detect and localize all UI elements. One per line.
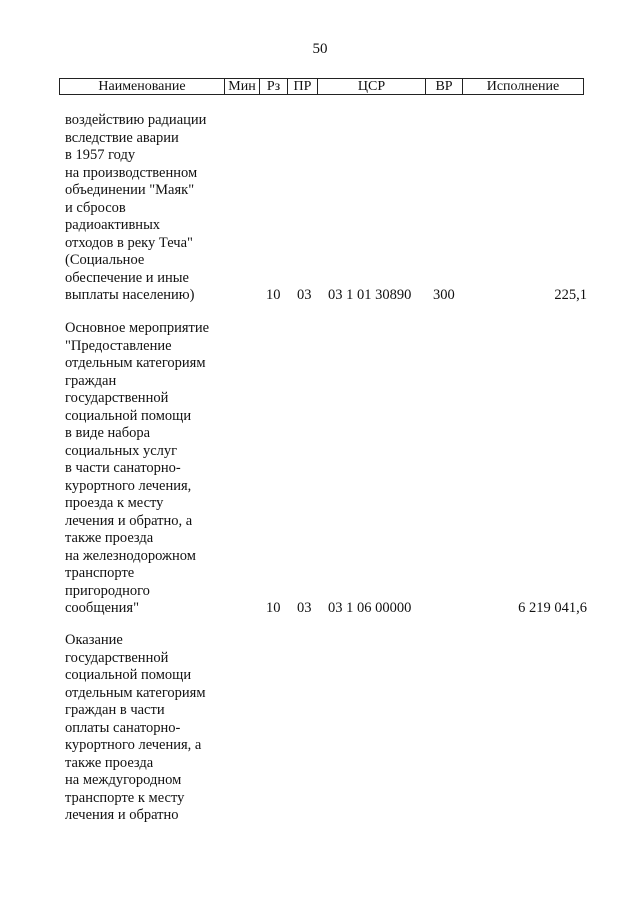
row-name-line: отдельным категориям bbox=[65, 355, 206, 371]
row-name-line: (Социальное bbox=[65, 252, 145, 268]
row-name-line: на производственном bbox=[65, 164, 198, 181]
row-name-line: курортного лечения, bbox=[65, 477, 192, 494]
row-name-line: транспорте к месту bbox=[65, 789, 185, 806]
row-name-line: объединении "Маяк" bbox=[65, 182, 195, 198]
row-name-line: пригородного bbox=[65, 582, 150, 599]
cell-vr: 300 bbox=[433, 287, 455, 303]
row-name-line: Оказание bbox=[65, 632, 123, 648]
row-name bbox=[65, 112, 235, 305]
row-name-line: в 1957 году bbox=[65, 147, 136, 163]
row-name-line: и сбросов bbox=[65, 199, 126, 216]
row-name-line: вследствие аварии bbox=[65, 129, 179, 146]
header-vr: ВР bbox=[425, 79, 462, 94]
row-name-line: оплаты санаторно- bbox=[65, 719, 181, 736]
row-name bbox=[65, 320, 235, 618]
row-values bbox=[65, 600, 585, 618]
cell-csr: 03 1 01 30890 bbox=[328, 287, 412, 303]
row-name-line: социальной помощи bbox=[65, 667, 192, 683]
row-name-line: сообщения" bbox=[65, 600, 140, 616]
page-number: 50 bbox=[312, 41, 328, 57]
row-name-line: на междугородном bbox=[65, 772, 182, 788]
cell-execution: 225,1 bbox=[554, 287, 587, 303]
cell-rz: 10 bbox=[266, 287, 281, 303]
row-name bbox=[65, 632, 235, 825]
row-values bbox=[65, 287, 585, 305]
row-name-line: граждан bbox=[65, 372, 117, 389]
row-name-line: обеспечение и иные bbox=[65, 269, 189, 286]
header-min: Мин bbox=[224, 79, 259, 94]
table-header bbox=[59, 78, 584, 95]
row-name-line: радиоактивных bbox=[65, 217, 161, 233]
table-row bbox=[65, 112, 585, 305]
row-name-line: курортного лечения, а bbox=[65, 737, 202, 753]
row-name-line: государственной bbox=[65, 649, 169, 666]
row-name-line: социальных услуг bbox=[65, 442, 178, 459]
header-pr: ПР bbox=[287, 79, 317, 94]
table-row bbox=[65, 632, 585, 825]
row-name-line: также проезда bbox=[65, 754, 154, 771]
row-name-line: лечения и обратно bbox=[65, 807, 179, 823]
row-name-line: выплаты населению) bbox=[65, 287, 195, 303]
table-row bbox=[65, 320, 585, 618]
row-name-line: Основное мероприятие bbox=[65, 320, 210, 336]
row-name-line: воздействию радиации bbox=[65, 112, 207, 128]
row-name-line: в части санаторно- bbox=[65, 460, 181, 476]
row-name-line: "Предоставление bbox=[65, 337, 172, 354]
row-name-line: граждан в части bbox=[65, 702, 165, 718]
row-name-line: государственной bbox=[65, 390, 169, 406]
row-name-line: социальной помощи bbox=[65, 407, 192, 424]
header-csr: ЦСР bbox=[317, 79, 425, 94]
header-rz: Рз bbox=[259, 79, 287, 94]
cell-rz: 10 bbox=[266, 600, 281, 616]
row-name-line: отходов в реку Теча" bbox=[65, 234, 193, 251]
row-name-line: отдельным категориям bbox=[65, 684, 206, 701]
cell-pr: 03 bbox=[297, 287, 312, 303]
row-name-line: лечения и обратно, а bbox=[65, 512, 193, 529]
header-execution: Исполнение bbox=[462, 79, 583, 94]
row-name-line: транспорте bbox=[65, 565, 135, 581]
row-name-line: также проезда bbox=[65, 530, 154, 546]
row-name-line: на железнодорожном bbox=[65, 547, 196, 564]
cell-csr: 03 1 06 00000 bbox=[328, 600, 412, 616]
row-name-line: проезда к месту bbox=[65, 495, 164, 511]
row-name-line: в виде набора bbox=[65, 425, 151, 441]
cell-pr: 03 bbox=[297, 600, 312, 616]
cell-execution: 6 219 041,6 bbox=[518, 600, 587, 616]
header-name: Наименование bbox=[98, 79, 186, 94]
